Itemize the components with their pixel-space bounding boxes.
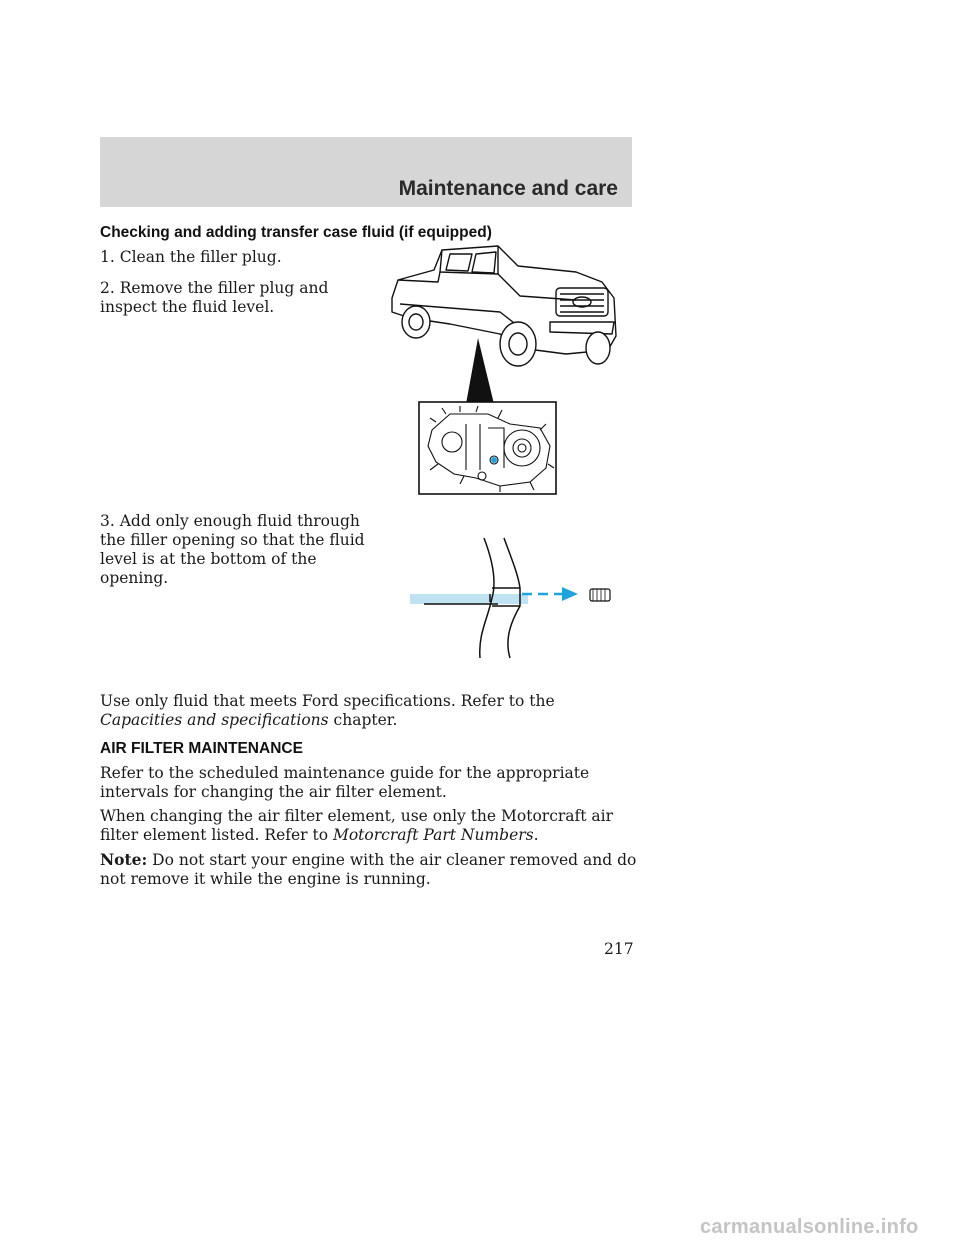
air-filter-paragraph-2-end: . <box>533 826 539 844</box>
truck-transfer-case-illustration <box>380 238 620 496</box>
header-band <box>100 137 632 207</box>
air-filter-paragraph-1: Refer to the scheduled maintenance guide for the appropriate intervals for changing the air filter element. <box>100 764 590 801</box>
note-text: Do not start your engine with the air cleaner removed and do not remove it while the engine is running. <box>100 851 637 888</box>
air-filter-note <box>100 850 640 889</box>
capacities-chapter-reference: Capacities and specifications <box>100 711 329 729</box>
transfer-case-heading: Checking and adding transfer case fluid (if equipped) <box>100 224 492 241</box>
fluid-spec-text-end: chapter. <box>328 711 398 729</box>
step-3: 3. Add only enough fluid through the filler opening so that the fluid level is at the bottom of the opening. <box>100 512 365 587</box>
fluid-level-band <box>410 594 528 604</box>
step-1: 1. Clean the filler plug. <box>100 248 282 266</box>
fluid-level-illustration <box>408 534 618 664</box>
note-label: Note: <box>100 850 148 869</box>
fluid-spec-text: Use only fluid that meets Ford specifications. Refer to the <box>100 692 555 710</box>
fluid-spec-note <box>100 692 620 730</box>
air-filter-heading: AIR FILTER MAINTENANCE <box>100 740 303 757</box>
air-filter-paragraph-2 <box>100 807 640 845</box>
air-filter-paragraph-2-text: When changing the air filter element, use only the Motorcraft air filter element listed. Refer to <box>100 807 614 844</box>
watermark: carmanualsonline.info <box>700 1216 919 1238</box>
step-2: 2. Remove the filler plug and inspect the fluid level. <box>100 279 329 316</box>
page-header-title: Maintenance and care <box>398 177 618 200</box>
motorcraft-part-numbers-reference: Motorcraft Part Numbers <box>332 826 534 844</box>
page-number: 217 <box>604 940 634 958</box>
